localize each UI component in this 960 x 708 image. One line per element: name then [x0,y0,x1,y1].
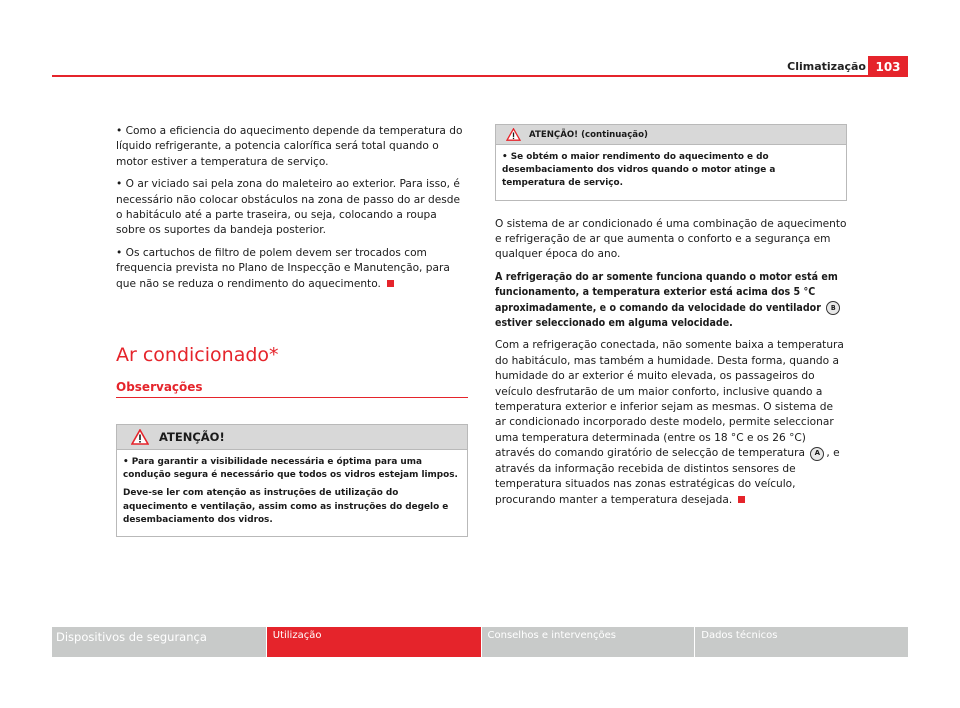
marker-b-icon: B [826,301,840,315]
warning-body [117,450,467,536]
warning-box [116,424,468,537]
right-column [495,124,847,515]
humidity-text-b: , e através da informação recebida de distintos sensores de temperatura situados nas zonas estratégicas do veículo, procurando manter a temperatura desejada. [495,447,840,506]
warning-title: ATENÇÃO! (continuação) [529,129,648,140]
footer-tab-tips[interactable]: Conselhos e intervenções [482,627,695,657]
warning-header [117,425,467,450]
warning-triangle-icon [131,429,149,445]
warning-item: • Para garantir a visibilidade necessária e óptima para uma condução segura é necessário que todos os vidros estejam limpos. [123,457,458,481]
left-column [116,124,468,537]
humidity-text-a: Com a refrigeração conectada, não somente baixa a temperatura do habitáculo, mas também a humidade. Desta forma, quando a humidade do ar exterior é muito elevada, os passageiros do veículo desfrutarão de um maior conforto, inclusive quando a temperatura exterior e inferior sejam as mesmas. O sistema de ar condicionado incorporado deste modelo, permite seleccionar uma temperatura determinada (entre os 18 °C e os 26 °C) através do comando giratório de selecção de temperatura [495,339,844,460]
warning-box-continued [495,124,847,201]
section-heading: Ar condicionado* [116,344,279,367]
page-number: 103 [868,56,908,77]
footer-tab-usage[interactable]: Utilização [267,627,481,657]
header-rule [52,75,908,77]
subsection-heading: Observações [116,380,468,398]
footer-nav [52,627,908,657]
warning-item: • Se obtém o maior rendimento do aquecimento e do desembaciamento dos vidros quando o motor atinge a temperatura de serviço. [502,152,776,189]
footer-tab-safety[interactable]: Dispositivos de segurança [52,627,266,657]
refrigeration-condition-paragraph [495,270,847,332]
warning-body [496,145,846,200]
warning-title: ATENÇÃO! [159,430,225,445]
bullet-pollen-filter [116,246,468,292]
warning-item: Deve-se ler com atenção as instruções de utilização do aquecimento e ventilação, assim como as instruções do degelo e desembaciamento dos vidros. [123,488,449,525]
refrigeration-text-a: A refrigeração do ar somente funciona quando o motor está em funcionamento, a temperatura exterior está acima dos 5 °C aproximadamente, e o comando da velocidade do ventilador [495,270,838,314]
warning-triangle-icon [506,128,521,141]
bullet-stale-air: • O ar viciado sai pela zona do maleteiro ao exterior. Para isso, é necessário não colocar obstáculos na zona de passo do ar desde o habitáculo até a parte traseira, ou seja, colocando a roupa sobre os suportes da bandeja posterior. [116,178,460,237]
bullet-pollen-text: • Os cartuchos de filtro de polem devem ser trocados com frequencia prevista no Plano de Inspecção e Manutenção, para que não se reduza o rendimento do aquecimento. [116,246,450,290]
intro-paragraph: O sistema de ar condicionado é uma combinação de aquecimento e refrigeração de ar que aumenta o conforto e a segurança em qualquer época do ano. [495,217,847,261]
warning-header [496,125,846,145]
humidity-paragraph [495,338,847,507]
section-title: Climatização [787,60,866,73]
footer-tab-technical-data[interactable]: Dados técnicos [695,627,908,657]
refrigeration-text-b: estiver seleccionado em alguma velocidade. [495,317,733,330]
marker-a-icon: A [810,447,824,461]
bullet-heating: • Como a eficiencia do aquecimento depende da temperatura do líquido refrigerante, a potencia calorífica será total quando o motor estiver a temperatura de serviço. [116,125,463,168]
end-of-section-icon [738,496,745,503]
end-of-section-icon [387,280,394,287]
